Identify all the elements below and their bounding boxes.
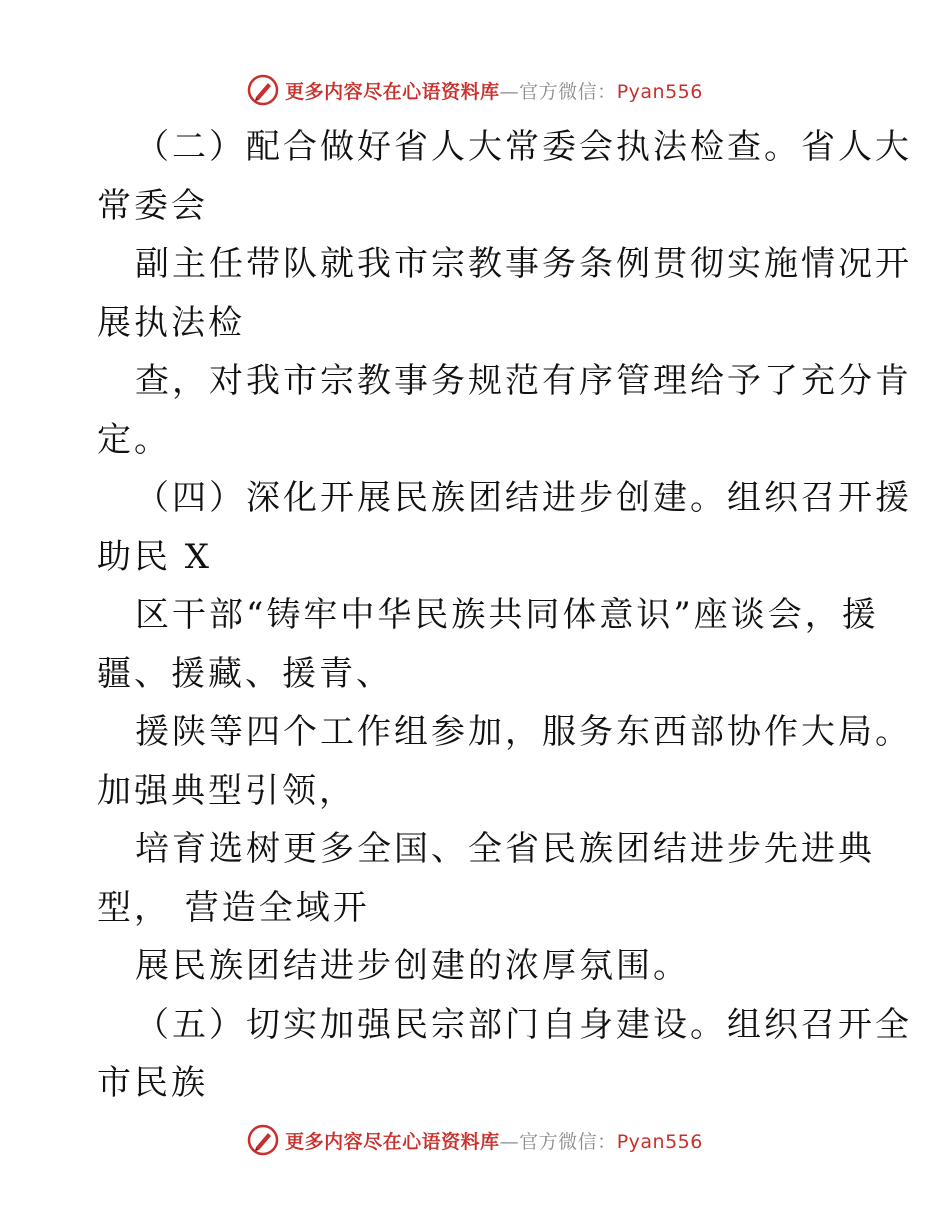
watermark-separator: —	[499, 80, 520, 103]
text-line: 定。	[97, 419, 171, 460]
watermark-wechat-id: Pyan556	[616, 1130, 703, 1153]
watermark-label: 官方微信：	[519, 80, 617, 103]
watermark-text	[285, 77, 703, 104]
text-line: 助民 X	[97, 536, 213, 577]
watermark-wechat-id: Pyan556	[616, 80, 703, 103]
text-line: 展执法检	[97, 302, 245, 343]
pen-logo-icon	[247, 1124, 279, 1156]
text-line: 市民族	[97, 1063, 208, 1103]
text-line: 常委会	[97, 185, 208, 226]
text-line: 查，对我市宗教事务规范有序管理给予了充分肯	[135, 361, 912, 401]
text-line: （五）切实加强民宗部门自身建设。组织召开全	[135, 1004, 912, 1045]
text-line: （二）配合做好省人大常委会执法检查。省人大	[135, 127, 912, 167]
document-body	[97, 118, 912, 1113]
text-line: 展民族团结进步创建的浓厚氛围。	[135, 946, 690, 986]
watermark-brand: 更多内容尽在心语资料库	[285, 80, 500, 103]
pen-logo-icon	[247, 74, 279, 106]
watermark-text	[285, 1127, 703, 1154]
header-watermark	[0, 70, 950, 110]
text-line: 援陕等四个工作组参加，服务东西部协作大局。	[135, 712, 912, 752]
watermark-separator: —	[499, 1130, 520, 1153]
text-line: 型， 营造全域开	[97, 887, 370, 928]
text-line: 副主任带队就我市宗教事务条例贯彻实施情况开	[135, 244, 912, 284]
text-line: （四）深化开展民族团结进步创建。组织召开援	[135, 478, 912, 518]
watermark-label: 官方微信：	[519, 1130, 617, 1153]
watermark-brand: 更多内容尽在心语资料库	[285, 1130, 500, 1153]
text-line: 区干部“铸牢中华民族共同体意识”座谈会，援	[135, 595, 879, 635]
footer-watermark	[0, 1120, 950, 1160]
text-line: 疆、援藏、援青、	[97, 653, 393, 694]
text-line: 培育选树更多全国、全省民族团结进步先进典	[135, 829, 875, 869]
text-line: 加强典型引领，	[97, 770, 356, 811]
